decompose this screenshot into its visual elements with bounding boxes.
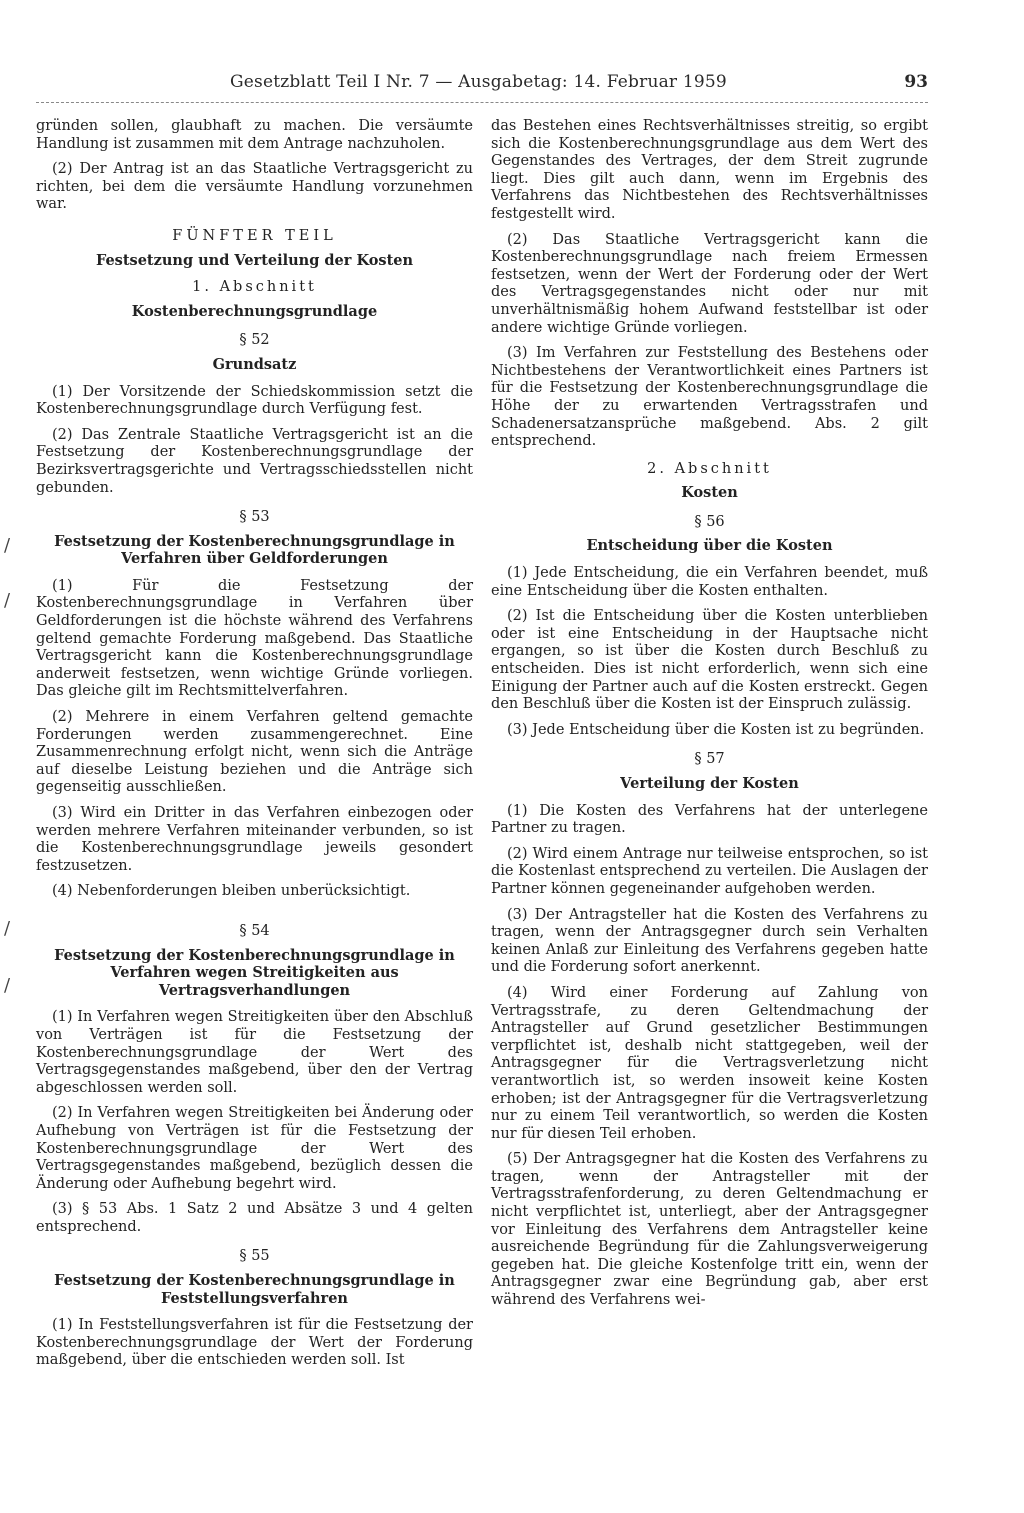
header-title: Gesetzblatt Teil I Nr. 7 — Ausgabetag: 14. Februar 1959 [230,72,727,92]
paragraph: (3) Jede Entscheidung über die Kosten ist zu begründen. [507,721,925,738]
paragraph-title: Grundsatz [212,355,297,373]
paragraph-number: § 54 [239,922,270,939]
part-heading: FÜNFTER TEIL [172,227,337,244]
paragraph: (1) Für die Festsetzung der Kostenberechnungsgrundlage in Verfahren über Geldforderungen ist die höchste während des Verfahrens geltend gemachte Forderung maßgebend. Das Staatliche Vertragsgericht kann die Kostenberechnungsgrundlage anderweit festsetzen, wenn wichtige Gründe vorliegen. Das gleiche gilt im Rechtsmittelverfahren. [36,577,473,700]
paragraph: (1) Der Vorsitzende der Schiedskommission setzt die Kostenberechnungsgrundlage durch Verfügung fest. [36,383,473,418]
page-number: 93 [904,72,928,92]
paragraph: (2) Wird einem Antrage nur teilweise entsprochen, so ist die Kostenlast entsprechend zu verteilen. Die Auslagen der Partner können gegeneinander aufgehoben werden. [491,845,928,897]
paragraph-number: § 56 [694,513,725,530]
margin-mark: / [4,535,11,556]
paragraph: (4) Wird einer Forderung auf Zahlung von Vertragsstrafe, zu deren Geltendmachung der Antragsteller auf Grund gesetzlicher Bestimmungen verpflichtet ist, deshalb nicht stattgegeben, weil der Antragsgegner für die Vertragsverletzung nicht verantwortlich ist, so werden insoweit keine Kosten erhoben; ist der Antragsgegner für die Vertragsverletzung nur zu einem Teil verantwortlich, so werden die Kosten nur für diesen Teil erhoben. [491,984,928,1142]
paragraph: (2) Mehrere in einem Verfahren geltend gemachte Forderungen werden zusammengerechnet. Eine Zusammenrechnung erfolgt nicht, wenn sich die Anträge auf dieselbe Leistung beziehen und die Anträge sich gegenseitig ausschließen. [36,709,473,796]
paragraph-title: Festsetzung der Kostenberechnungsgrundlage in Verfahren über Geldforderungen [54,532,455,568]
paragraph-title: Festsetzung der Kostenberechnungsgrundlage in Feststellungsverfahren [54,1272,455,1307]
paragraph-number: § 57 [694,751,725,768]
paragraph-number: § 53 [239,509,270,526]
paragraph: (3) § 53 Abs. 1 Satz 2 und Absätze 3 und 4 gelten entsprechend. [36,1201,473,1235]
paragraph: (4) Nebenforderungen bleiben unberücksichtigt. [52,883,411,900]
section-heading: 2. Abschnitt [647,460,772,477]
paragraph: (2) Ist die Entscheidung über die Kosten unterblieben oder ist eine Entscheidung in der Hauptsache nicht ergangen, so ist über die Kosten durch Beschluß zu entscheiden. Dies ist nicht erforderlich, wenn sich eine Einigung der Partner auch auf die Kosten erstreckt. Gegen den Beschluß über die Kosten ist der Einspruch zulässig. [491,608,928,713]
text-columns [36,118,928,1498]
right-column [491,118,928,1498]
paragraph: (1) In Feststellungsverfahren ist für die Festsetzung der Kostenberechnungsgrundlage der Wert der Forderung maßgebend, über die entschieden werden soll. Ist [36,1317,473,1369]
paragraph: (2) Das Zentrale Staatliche Vertragsgericht ist an die Festsetzung der Kostenberechnungsgrundlage der Bezirksvertragsgerichte und Vertragsschiedsstellen nicht gebunden. [36,426,473,496]
section-heading: 1. Abschnitt [192,279,317,296]
paragraph-title: Entscheidung über die Kosten [586,537,833,555]
paragraph: (3) Im Verfahren zur Feststellung des Bestehens oder Nichtbestehens der Verantwortlichkeit eines Partners ist für die Festsetzung der Kostenberechnungsgrundlage die Höhe der zu erwartenden Vertragsstrafen und Schadenersatzansprüche maßgebend. Abs. 2 gilt entsprechend. [491,345,928,450]
part-title: Festsetzung und Verteilung der Kosten [95,251,414,269]
paragraph: (3) Wird ein Dritter in das Verfahren einbezogen oder werden mehrere Verfahren miteinander verbunden, so ist die Kostenberechnungsgrundlage jeweils gesondert festzusetzen. [36,805,473,874]
paragraph: (2) Das Staatliche Vertragsgericht kann die Kostenberechnungsgrundlage nach freiem Ermessen festsetzen, wenn der Wert der Forderung oder der Wert des Vertragsgegenstandes nicht oder nur mit unverhältnismäßig hohem Aufwand feststellbar ist oder andere wichtige Gründe vorliegen. [491,231,928,336]
paragraph: (3) Der Antragsteller hat die Kosten des Verfahrens zu tragen, wenn der Antragsgegner durch sein Verhalten keinen Anlaß zur Einleitung des Verfahrens gegeben hatte und die Forderung sofort anerkennt. [491,906,928,976]
left-column [36,118,473,1498]
header-rule [36,102,928,103]
margin-mark: / [4,918,11,939]
margin-mark: / [4,590,11,611]
paragraph: (1) In Verfahren wegen Streitigkeiten über den Abschluß von Verträgen ist für die Festsetzung der Kostenberechnungsgrundlage der Wert des Vertragsgegenstandes maßgebend, über den der Vertrag abgeschlossen werden soll. [36,1009,473,1096]
paragraph: (2) Der Antrag ist an das Staatliche Vertragsgericht zu richten, bei dem die versäumte Handlung vorzunehmen war. [36,161,473,213]
margin-mark: / [4,975,11,996]
paragraph-number: § 55 [239,1248,270,1265]
paragraph: gründen sollen, glaubhaft zu machen. Die versäumte Handlung ist zusammen mit dem Antrage nachzuholen. [36,118,473,152]
paragraph-number: § 52 [239,332,270,349]
paragraph-title: Festsetzung der Kostenberechnungsgrundlage in Verfahren wegen Streitigkeiten aus Vertragsverhandlungen [54,946,455,999]
page-header [230,72,928,98]
paragraph: (2) In Verfahren wegen Streitigkeiten bei Änderung oder Aufhebung von Verträgen ist für die Festsetzung der Kostenberechnungsgrundlage der Wert des Vertragsgegenstandes maßgebend, bezüglich dessen die Änderung oder Aufhebung begehrt wird. [36,1105,473,1192]
paragraph: (1) Die Kosten des Verfahrens hat der unterlegene Partner zu tragen. [491,802,928,837]
section-title: Kosten [681,484,738,502]
paragraph: (5) Der Antragsgegner hat die Kosten des Verfahrens zu tragen, wenn der Antragsteller mit der Vertragsstrafenforderung, zu deren Geltendmachung er nicht verpflichtet ist, unterliegt, aber der Antragsgegner vor Einleitung des Verfahrens dem Antragsteller keine ausreichende Begründung für die Zahlungsverweigerung gegeben hat. Die gleiche Kostenfolge tritt ein, wenn der Antragsgegner zwar eine Begründung gab, aber erst während des Verfahrens wei- [491,1151,928,1309]
paragraph: das Bestehen eines Rechtsverhältnisses streitig, so ergibt sich die Kostenberechnungsgrundlage aus dem Wert des Gegenstandes des Vertrages, der dem Streit zugrunde liegt. Dies gilt auch dann, wenn im Ergebnis des Verfahrens das Nichtbestehen des Rechtsverhältnisses festgestellt wird. [491,118,928,222]
paragraph-title: Verteilung der Kosten [620,775,799,792]
paragraph: (1) Jede Entscheidung, die ein Verfahren beendet, muß eine Entscheidung über die Kosten enthalten. [491,565,928,599]
section-title: Kostenberechnungsgrundlage [131,302,378,320]
